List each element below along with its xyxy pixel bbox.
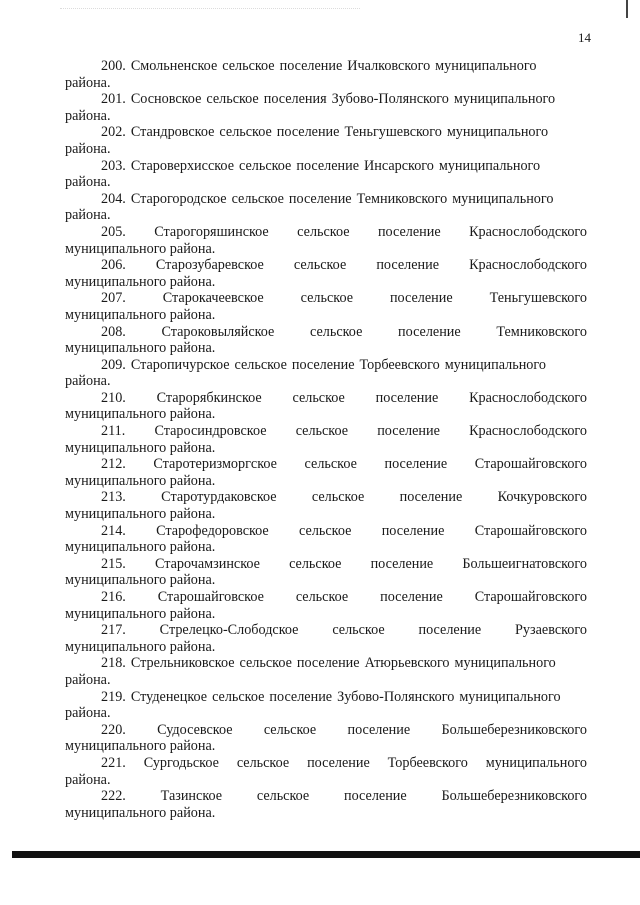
- item-word: поселение: [399, 489, 463, 506]
- item-number: 221.: [101, 754, 126, 771]
- item-word: Краснослободского: [469, 389, 587, 406]
- item-word: Зубово-Полянского: [331, 91, 449, 108]
- item-word: поселение: [418, 622, 482, 639]
- list-item: [65, 755, 587, 788]
- list-item-continuation: района.: [65, 671, 111, 688]
- item-word: поселение: [389, 290, 453, 307]
- list-item-continuation: района.: [65, 207, 111, 224]
- item-word: муниципального: [438, 157, 541, 174]
- list-item-continuation: муниципального района.: [65, 472, 216, 489]
- list-item: [65, 489, 587, 522]
- list-item: [65, 655, 587, 688]
- list-item: [65, 722, 587, 755]
- item-number: 213.: [101, 489, 126, 506]
- item-word: Старорябкинское: [156, 389, 262, 406]
- item-word: Староковыляйское: [161, 323, 275, 340]
- item-word: сельское: [293, 257, 347, 274]
- list-item: [65, 158, 587, 191]
- item-word: поселение: [376, 257, 439, 274]
- item-number: 203.: [101, 157, 126, 174]
- list-item-first-line: [65, 423, 587, 440]
- list-item: [65, 257, 587, 290]
- scan-artifact-right: [626, 0, 628, 18]
- item-word: Старошайговского: [474, 456, 587, 473]
- settlement-list: [65, 58, 587, 821]
- item-word: Старозубаревское: [155, 257, 264, 274]
- item-number: 205.: [101, 223, 126, 240]
- scan-artifact-top: [60, 0, 360, 9]
- list-item-first-line: [65, 191, 587, 208]
- list-item: [65, 290, 587, 323]
- item-number: 216.: [101, 589, 126, 605]
- item-word: поселение: [288, 190, 352, 207]
- list-item-first-line: [65, 589, 587, 606]
- list-item-first-line: [65, 324, 587, 341]
- item-word: Старогородское: [130, 190, 227, 207]
- list-item-continuation: муниципального района.: [65, 240, 216, 257]
- list-item: [65, 58, 587, 91]
- list-item-first-line: [65, 390, 587, 407]
- item-word: Стандровское: [130, 124, 215, 141]
- item-word: Старотеризморгское: [153, 456, 277, 473]
- item-word: сельское: [295, 423, 349, 440]
- item-word: поселения: [263, 91, 327, 108]
- item-word: поселение: [370, 555, 434, 572]
- item-word: сельское: [310, 323, 363, 340]
- item-number: 214.: [101, 522, 126, 539]
- item-word: сельское: [219, 124, 272, 141]
- list-item-continuation: муниципального района.: [65, 539, 216, 556]
- item-word: поселение: [377, 423, 440, 440]
- list-item-continuation: муниципального района.: [65, 439, 216, 456]
- item-word: Темниковского: [496, 323, 587, 340]
- item-word: поселение: [291, 356, 355, 373]
- item-word: сельское: [300, 290, 354, 307]
- list-item-first-line: [65, 722, 587, 739]
- item-word: сельское: [304, 456, 357, 473]
- item-word: сельское: [297, 223, 350, 240]
- list-item: [65, 124, 587, 157]
- item-word: Зубово-Полянского: [337, 688, 455, 705]
- item-word: Тазинское: [160, 788, 223, 805]
- list-item-first-line: [65, 357, 587, 374]
- list-item-continuation: муниципального района.: [65, 506, 216, 523]
- item-word: поселение: [381, 522, 445, 539]
- list-item: [65, 689, 587, 722]
- item-number: 202.: [101, 124, 126, 141]
- item-word: поселение: [269, 688, 333, 705]
- item-word: Смольненское: [130, 58, 218, 74]
- item-word: сельское: [263, 721, 317, 738]
- list-item-first-line: [65, 556, 587, 573]
- item-word: Теньгушевского: [344, 124, 442, 141]
- item-word: Старокачеевское: [162, 290, 264, 307]
- item-word: муниципального: [485, 754, 587, 771]
- list-item-continuation: муниципального района.: [65, 804, 216, 821]
- item-number: 204.: [101, 190, 126, 207]
- item-word: Большеберезниковского: [441, 788, 587, 805]
- item-word: сельское: [212, 688, 265, 705]
- list-item: [65, 324, 587, 357]
- item-word: сельское: [311, 489, 365, 506]
- list-item-continuation: муниципального района.: [65, 572, 216, 589]
- item-word: поселение: [296, 157, 360, 174]
- item-word: Стрельниковское: [130, 655, 235, 672]
- list-item-first-line: [65, 224, 587, 241]
- item-word: Старотурдаковское: [161, 489, 277, 506]
- list-item-continuation: района.: [65, 107, 111, 124]
- item-number: 208.: [101, 323, 126, 340]
- list-item-continuation: муниципального района.: [65, 638, 216, 655]
- list-item-continuation: муниципального района.: [65, 605, 216, 622]
- item-word: Ичалковского: [347, 58, 431, 74]
- list-item: [65, 91, 587, 124]
- item-word: сельское: [332, 622, 385, 639]
- list-item-continuation: района.: [65, 140, 111, 157]
- item-word: Старошайговского: [474, 589, 587, 605]
- list-item: [65, 523, 587, 556]
- list-item-continuation: района.: [65, 771, 111, 788]
- item-number: 207.: [101, 290, 126, 307]
- item-word: поселение: [384, 456, 448, 473]
- item-word: поселение: [398, 323, 461, 340]
- list-item: [65, 357, 587, 390]
- list-item-first-line: [65, 257, 587, 274]
- item-word: муниципального: [446, 124, 549, 141]
- item-word: Старошайговского: [474, 522, 587, 539]
- item-word: сельское: [239, 655, 292, 672]
- item-word: сельское: [234, 356, 287, 373]
- list-item-continuation: муниципального района.: [65, 340, 216, 357]
- item-word: сельское: [236, 754, 290, 771]
- item-word: муниципального: [444, 356, 546, 373]
- item-word: Старогоряшинское: [154, 223, 269, 240]
- item-word: поселение: [377, 223, 441, 240]
- item-word: Краснослободского: [469, 223, 587, 240]
- list-item-continuation: района.: [65, 174, 111, 191]
- item-word: сельское: [206, 91, 259, 108]
- item-word: сельское: [256, 788, 310, 805]
- item-word: Сосновское: [130, 91, 202, 108]
- list-item-first-line: [65, 689, 587, 706]
- item-word: Темниковского: [356, 190, 448, 207]
- item-number: 211.: [101, 423, 126, 440]
- item-number: 219.: [101, 688, 126, 705]
- item-word: поселение: [380, 589, 443, 605]
- list-item: [65, 622, 587, 655]
- item-word: Краснослободского: [469, 257, 587, 274]
- item-word: Старошайговское: [157, 589, 264, 605]
- item-number: 200.: [101, 58, 126, 74]
- list-item-first-line: [65, 489, 587, 506]
- item-word: Стрелецко-Слободское: [159, 622, 299, 639]
- item-word: сельское: [222, 58, 275, 74]
- item-number: 210.: [101, 389, 126, 406]
- item-word: муниципального: [453, 91, 556, 108]
- item-word: Кочкуровского: [497, 489, 587, 506]
- list-item: [65, 390, 587, 423]
- item-word: муниципального: [454, 655, 556, 672]
- list-item-first-line: [65, 158, 587, 175]
- list-item-continuation: муниципального района.: [65, 306, 216, 323]
- item-word: Атюрьевского: [364, 655, 450, 672]
- item-word: Староверхисское: [130, 157, 234, 174]
- list-item-continuation: района.: [65, 74, 111, 91]
- item-number: 206.: [101, 257, 126, 274]
- item-number: 222.: [101, 788, 126, 805]
- item-number: 217.: [101, 622, 126, 639]
- list-item-first-line: [65, 788, 587, 805]
- item-word: поселение: [307, 754, 370, 771]
- item-word: Старочамзинское: [154, 555, 260, 572]
- item-number: 201.: [101, 91, 126, 108]
- item-word: Торбеевского: [387, 754, 468, 771]
- item-word: Студенецкое: [130, 688, 208, 705]
- list-item-first-line: [65, 58, 587, 75]
- item-number: 218.: [101, 655, 126, 672]
- list-item-continuation: района.: [65, 373, 111, 390]
- item-word: поселение: [276, 124, 340, 141]
- list-item: [65, 456, 587, 489]
- list-item: [65, 191, 587, 224]
- item-word: муниципального: [452, 190, 554, 207]
- item-word: Инсарского: [364, 157, 434, 174]
- list-item-first-line: [65, 622, 587, 639]
- list-item-first-line: [65, 456, 587, 473]
- list-item-first-line: [65, 523, 587, 540]
- item-word: Теньгушевского: [489, 290, 587, 307]
- bottom-rule: [12, 851, 640, 858]
- list-item-continuation: муниципального района.: [65, 738, 216, 755]
- item-word: поселение: [347, 721, 411, 738]
- item-word: сельское: [295, 589, 349, 605]
- item-word: Торбеевского: [359, 356, 440, 373]
- item-number: 212.: [101, 456, 126, 473]
- item-word: Судосевское: [157, 721, 233, 738]
- item-word: муниципального: [435, 58, 537, 74]
- item-word: поселение: [279, 58, 343, 74]
- list-item-first-line: [65, 755, 587, 772]
- list-item-continuation: муниципального района.: [65, 273, 216, 290]
- page-number: 14: [578, 30, 591, 45]
- item-word: поселение: [296, 655, 360, 672]
- item-number: 209.: [101, 356, 126, 373]
- item-number: 215.: [101, 555, 126, 572]
- list-item-first-line: [65, 124, 587, 141]
- item-word: Краснослободского: [469, 423, 587, 440]
- item-word: сельское: [289, 555, 342, 572]
- list-item: [65, 788, 587, 821]
- item-word: Старофедоровское: [156, 522, 269, 539]
- item-word: сельское: [239, 157, 292, 174]
- list-item: [65, 556, 587, 589]
- item-number: 220.: [101, 721, 126, 738]
- list-item-first-line: [65, 91, 587, 108]
- item-word: Большеберезниковского: [441, 721, 587, 738]
- list-item-continuation: района.: [65, 705, 111, 722]
- item-word: Сургодьское: [143, 754, 219, 771]
- item-word: Старопичурское: [130, 356, 230, 373]
- item-word: муниципального: [459, 688, 561, 705]
- item-word: сельское: [299, 522, 352, 539]
- item-word: поселение: [344, 788, 407, 805]
- item-word: Старосиндровское: [154, 423, 267, 440]
- item-word: Рузаевского: [515, 622, 587, 639]
- list-item-continuation: муниципального района.: [65, 406, 216, 423]
- list-item: [65, 589, 587, 622]
- list-item-first-line: [65, 290, 587, 307]
- list-item: [65, 423, 587, 456]
- item-word: сельское: [231, 190, 284, 207]
- list-item: [65, 224, 587, 257]
- item-word: сельское: [292, 389, 345, 406]
- item-word: поселение: [375, 389, 439, 406]
- list-item-first-line: [65, 655, 587, 672]
- item-word: Большеигнатовского: [462, 555, 587, 572]
